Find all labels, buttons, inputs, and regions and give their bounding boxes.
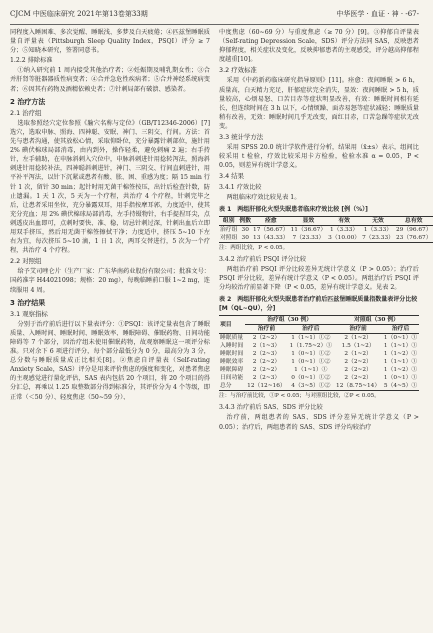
paragraph: 采用 SPSS 20.0 统计学软件进行分析，结果用（x̄±s）表示，组间比较采用 t 检验，疗效比较采用卡方检验，检验水准 α = 0.05，P < 0.05，则差异有统计学意义。: [219, 144, 419, 170]
table-row: [219, 350, 419, 358]
group-header: 治疗组（30 例）: [245, 316, 334, 325]
column-header: 总有效: [405, 217, 423, 224]
paragraph: 两组临床疗效比较见表 1。: [226, 193, 301, 201]
table-1-caption: 表 1 两组肝郁化火型失眠患者临床疗效比较 [例（%）]: [219, 205, 368, 213]
section-heading: 3.3 统计学方法: [219, 133, 264, 142]
table-cell: 1（1~2）①: [383, 351, 418, 358]
section-heading: 2.1 治疗组: [10, 108, 42, 117]
column-header: 有效: [338, 217, 350, 224]
table-cell: 1（1~1）①: [383, 343, 418, 350]
table-cell: 13（43.33）: [253, 234, 289, 241]
paragraph: 选取参照经穴定位参照《腧穴名称与定位》（GB/T12346-2006）[7]选穴，选取申脉、照海、四神聪、安眠、神门、三阴交、行间。方法：首先与患者沟通，使其放松心情，采取仰卧位，充分暴露针刺部位，施针用 2% 碘伏棉球局部消毒，由内到外，操作轻柔，避免刺痛 2 遍；右手持针，左手辅助，在申脉斜刺入穴位中，申脉斜刺进针用捻转泻法，照海斜刺进针用捻转补法，四神聪斜刺进针，神门、三阴交、行间直刺进针，用平补平泻法，以针下沉紧或患者有酸、胀、困、重感为度；隔 15 min 行针 1 次，留针 30 min；起针时用无菌干棉签按压，出针后检查针数，防止遗漏。1 天 1 次，5 天为一个疗程，共治疗 4 个疗程，针刺完毕之后，让患者采用坐位，充分暴露双耳，用手指按摩耳郭，力度适中，使其充分充血；用 2% 碘伏棉球局部消毒，左手持镊物针，右手提捏耳尖，点刺透皮出血即可，点刺时要快、准、稳，切忌针刺过深，针刺出血后立即用双手挤压，然后用无菌干棉签擦拭干净；力度适中，挤压 5~10 下左右为宜，每次挤压 5~10 滴，1 日 1 次，两耳交替进行，5 次为一个疗程，共治疗 4 个疗程。: [10, 119, 210, 255]
paragraph: 给予艾司唑仑片（生产厂家：广东华南药业股份有限公司；批准文号：国药准字 H44021098；规格：20 mg），每晚临睡前口服 1~2 mg，连续服用 4 周。: [10, 268, 210, 294]
table-cell: 睡眠质量: [220, 335, 244, 342]
section-heading: 3.4 结果: [219, 172, 244, 181]
column-header: 痊愈: [265, 217, 277, 224]
table-cell: 3（10.00）: [328, 234, 361, 241]
section-heading: 2.2 对照组: [10, 257, 42, 266]
table-2-note: 注：与治疗前比较，①P < 0.05；与对照组比较，②P < 0.05。: [219, 393, 380, 400]
table-cell: 治疗组: [220, 226, 238, 233]
table-cell: 睡眠障碍: [220, 367, 244, 374]
paragraph: 中度焦虑（60~69 分）与重度焦虑（≥ 70 分）[9]。③抑郁自评量表（Self-rating Depression Scale，SDS）评分方法同 SAS，反映患者抑郁程度，相关症状及变化，反映抑郁患者的主观感受，评分越高抑郁程度越重[10]。: [219, 29, 419, 64]
section-heading: 3.4.2 治疗前后 PSQI 评分比较: [219, 255, 307, 263]
table-2: [219, 315, 419, 391]
section-heading: 1.2.2 排除标准: [10, 57, 53, 65]
table-cell: 睡眠时间: [220, 351, 244, 358]
table-cell: 30: [241, 226, 249, 233]
journal-citation: CJCM 中医临床研究 2021年第13卷第33期: [10, 10, 148, 18]
table-row: [219, 358, 419, 366]
column-header: 例数: [239, 217, 252, 224]
table-row: [219, 225, 433, 234]
column-header: 治疗后: [302, 326, 320, 333]
column-header: 组别: [222, 217, 235, 224]
table-cell: 2（2~2）: [252, 367, 281, 374]
table-cell: 2（1~2）: [344, 335, 372, 342]
table-2-caption: 表 2 两组肝郁化火型失眠患者治疗前后匹兹堡睡眠质量指数量表评分比较 [M（QL~QU），分]: [219, 296, 418, 313]
section-heading: 3.4.3 治疗前后 SAS、SDS 评分比较: [219, 404, 323, 412]
left-column: [10, 28, 210, 403]
table-cell: 1（1~2）①: [383, 367, 418, 374]
column-header: 治疗后: [391, 326, 410, 333]
table-group-row: [219, 316, 419, 325]
table-cell: 2（2~2）: [252, 359, 281, 366]
table-cell: 1（0~1）①②: [291, 359, 331, 366]
table-cell: 日间功能: [220, 375, 244, 382]
paragraph: 治疗前，两组患者的 SAS、SDS 评分差异无统计学意义（P > 0.05）；治疗后，两组患者的 SAS、SDS 评分均较治疗: [219, 414, 419, 431]
table-row: [219, 366, 419, 374]
column-header: 无效: [372, 217, 384, 224]
table-cell: 12（8.75~14）: [336, 383, 381, 390]
section-heading: 3.4.1 疗效比较: [219, 183, 262, 191]
table-cell: 1（1~1）①: [294, 367, 328, 374]
table-cell: 0（0~1）①②: [291, 375, 331, 382]
table-cell: 2（2~3）: [252, 375, 281, 382]
table-row: [219, 334, 419, 343]
table-cell: 1（1~1）①: [383, 359, 418, 366]
column-header: 项目: [220, 321, 232, 328]
table-cell: 2（2~2）: [252, 335, 281, 342]
table-cell: 1（1.75~2）①: [289, 343, 333, 350]
section-heading: 3 治疗结果: [10, 298, 46, 307]
table-cell: 4（3~5）①②: [291, 383, 331, 390]
table-cell: 睡眠效率: [220, 359, 244, 366]
table-cell: 12（12~16）: [247, 383, 286, 390]
table-cell: 29（96.67）: [395, 226, 432, 233]
table-cell: 1.5（1~2）: [341, 343, 375, 350]
table-cell: 5（4~5）①: [383, 383, 418, 390]
paragraph: 采用《中药新药临床研究指导原则》[11]。痊愈：夜间睡眠 > 6 h，质量高，白天精力充足，肝郁症状完全消失，显效：夜间睡眠 > 5 h，质量较高，心烦易怒、口苦目赤等症状明显改善，有效：睡眠时间相有延长，但连续时间在 3 h 以下，心情烦躁、面赤易怒等症状减轻；睡眠质量稍有改善，无效：睡眠时间几乎无改变，面红目赤，口苦急躁等症状无改变。: [219, 77, 419, 130]
table-cell: 11（36.67）: [290, 226, 327, 233]
table-cell: 总分: [220, 383, 232, 390]
table-cell: 2（2~2）: [344, 367, 372, 374]
table-1: [219, 216, 433, 243]
section-heading: 2 治疗方法: [10, 97, 46, 106]
table-cell: 17（56.67）: [253, 226, 289, 233]
table-cell: 1（0~1）①②: [291, 351, 331, 358]
table-cell: 1（3.33）: [330, 226, 359, 233]
table-row: [219, 342, 419, 350]
table-cell: 对照组: [220, 234, 238, 241]
right-column: [219, 28, 432, 433]
table-cell: 30: [241, 234, 249, 241]
table-cell: 2（1~2）: [344, 351, 372, 358]
table-cell: 1（0~1）①: [383, 375, 418, 382]
page-number: 中华医学 · 血证 · 神 · -67-: [336, 10, 419, 18]
table-row: [219, 234, 433, 243]
table-cell: 入睡时间: [220, 343, 244, 350]
table-cell: 2（2~2）: [344, 359, 372, 366]
section-heading: 3.2 疗效标准: [219, 66, 257, 75]
page-header: [10, 8, 419, 25]
table-cell: 1（3.33）: [363, 226, 393, 233]
paragraph: 分别于治疗前后进行以下量表评分：①PSQI：该评定量表包含了睡眠质量、入睡时间、睡眠时间、睡眠效率、睡眠障碍、催眠药物、日间功能障碍等 7 个部分，因治疗组未使用催眠药物，故观察睡眠这一项评分标准。只对余下 6 项进行评分，每个部分最低分为 0 分，最高分为 3 分，总分数与睡眠质量成正比相关[8]。②焦虑自评量表（Self-rating Anxiety Scale，SAS）评分是用来评价焦虑的强度和变化，对患者焦虑的主观感觉进行量化评估，SAS 表内包括 20 个项目，将 20 个项目的得分汇总，再乘以 1.25 取整数部分得到标准分，其评价分为 4 个等级，即正常（＜50 分）、轻度焦虑（50~59 分）、: [10, 320, 210, 401]
column-header: 显效: [302, 217, 315, 224]
table-cell: 2（1~3）: [252, 343, 281, 350]
table-cell: 23（76.67）: [395, 234, 432, 241]
paragraph: 同程度入睡困难、多次觉醒、睡眠浅、多梦及白天疲倦；④匹兹堡睡眠质量自评量表（Pittsburgh Sleep Quality Index，PSQI）评分 ≥ 7 分；⑤知晓本研究，签署同意书。: [10, 29, 210, 55]
table-row: [219, 382, 419, 391]
column-header: 治疗前: [257, 326, 276, 333]
table-cell: 2（2~2）: [344, 375, 372, 382]
table-1-note: 注：两组比较，P < 0.05。: [219, 244, 289, 251]
paragraph: ①纳入研究前 1 周内接受其他治疗者；②妊娠期及哺乳期女性；③合并肝肾等脏器器质性病变者；④合并急危性疾病者；⑤合并神经系统病变者；⑥因其有药物及酒精依赖史者；⑦针刺局部有破溃、感染者。: [10, 67, 210, 93]
table-row: [219, 374, 419, 382]
table-header-row: [219, 325, 419, 334]
column-header: 治疗前: [349, 326, 367, 333]
table-cell: 7（23.33）: [292, 234, 325, 241]
table-cell: 7（23.33）: [362, 234, 394, 241]
section-heading: 3.1 观察指标: [10, 309, 48, 318]
table-cell: 1（0~1）①: [383, 335, 418, 342]
group-header: 对照组（30 例）: [334, 316, 419, 325]
table-header-row: [219, 216, 433, 225]
table-cell: 2（2~3）: [252, 351, 281, 358]
paragraph: 两组治疗前 PSQI 评分比较差异无统计学意义（P > 0.05）；治疗后 PSQI 评分比较，差异有统计学意义（P < 0.05）。两组治疗后 PSQI 评分均较治疗前显著下降（P < 0.05，差异有统计学意义。见表 2。: [219, 265, 419, 292]
table-cell: 1（1~1）①②: [291, 335, 331, 342]
